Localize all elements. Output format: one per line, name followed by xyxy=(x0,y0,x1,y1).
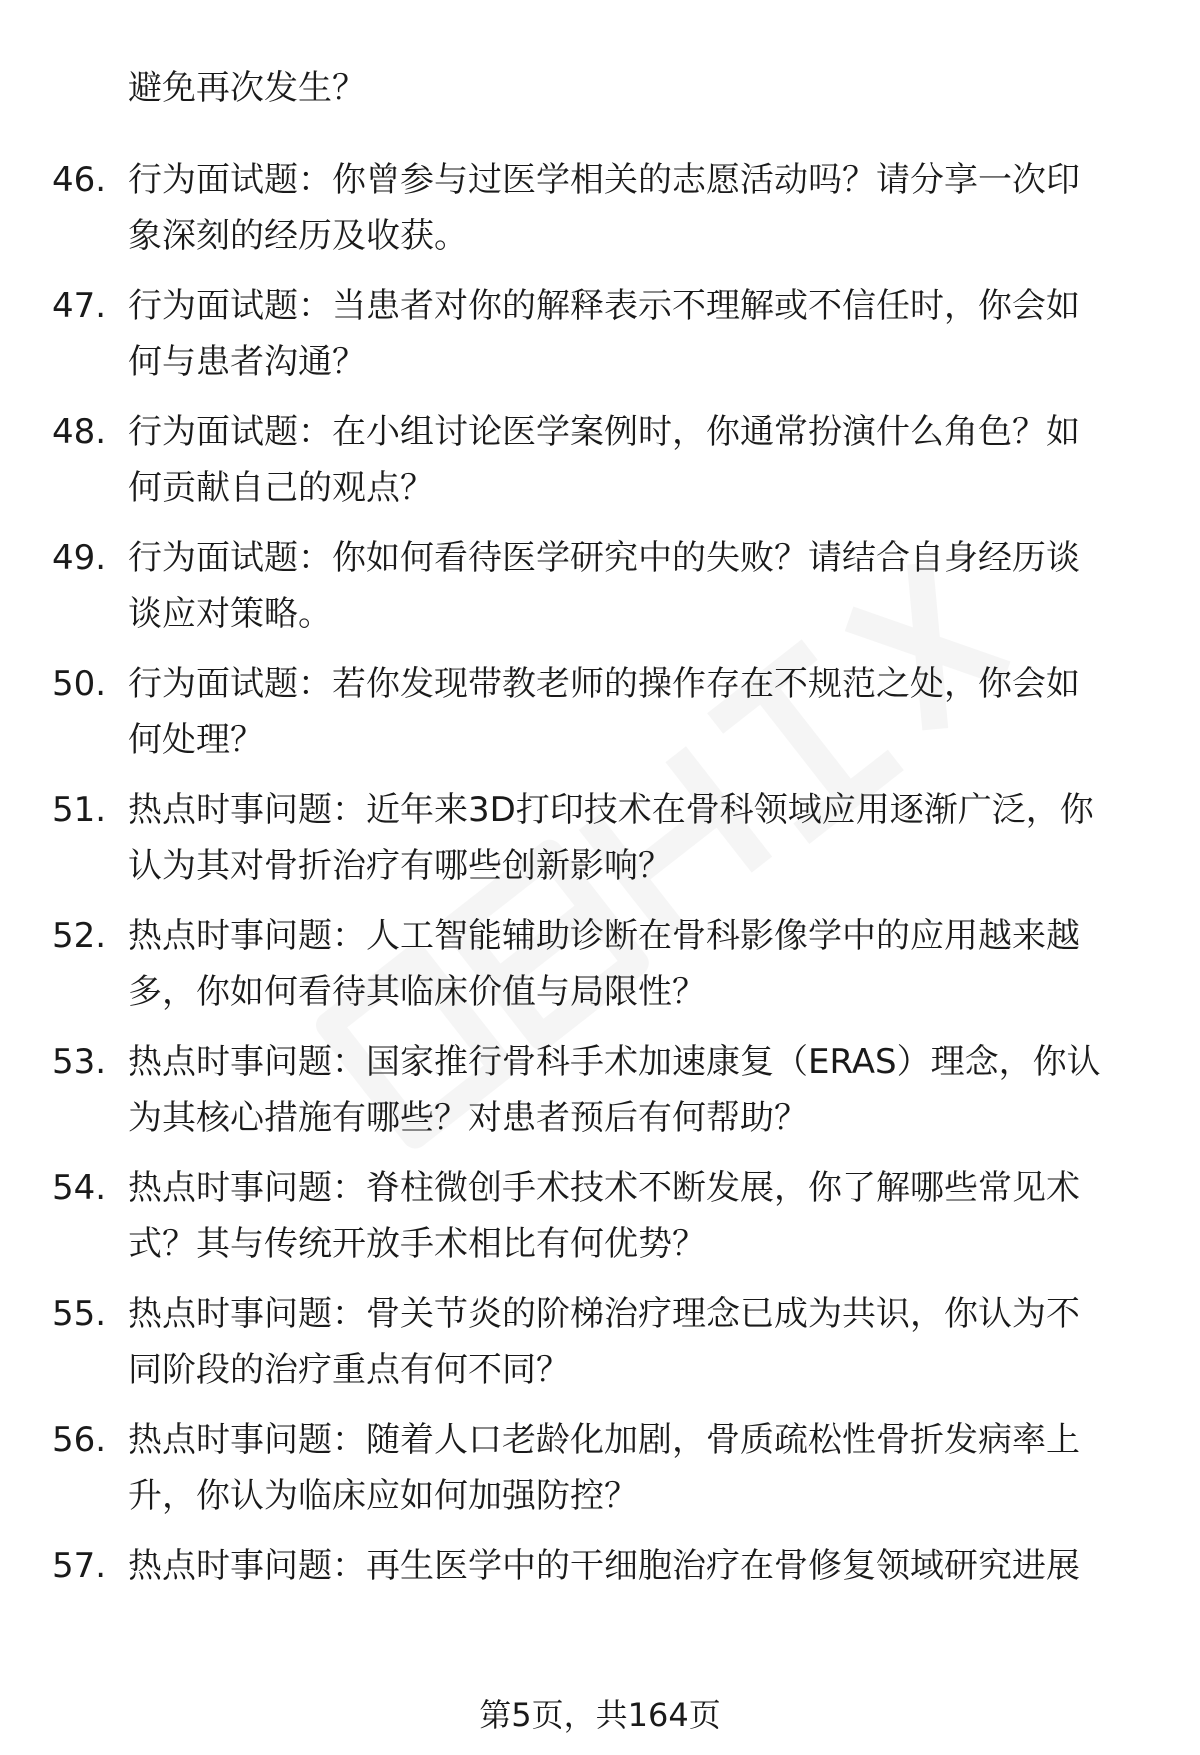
item-text-line: 热点时事问题：国家推行骨科手术加速康复（ERAS）理念，你认 xyxy=(128,1042,1101,1082)
continuation-line: 避免再次发生？ xyxy=(128,68,366,108)
list-item xyxy=(0,1034,1200,1160)
item-number: 48. xyxy=(52,412,107,452)
list-item xyxy=(0,1412,1200,1538)
item-text xyxy=(128,1160,1168,1272)
item-text-line: 行为面试题：你如何看待医学研究中的失败？请结合自身经历谈 xyxy=(128,538,1080,578)
list-item xyxy=(0,152,1200,278)
item-number: 57. xyxy=(52,1546,107,1586)
page-footer: 第5页，共164页 xyxy=(479,1696,721,1734)
item-text xyxy=(128,656,1168,768)
list-item xyxy=(0,908,1200,1034)
item-number: 53. xyxy=(52,1042,107,1082)
item-text-line: 行为面试题：当患者对你的解释表示不理解或不信任时，你会如 xyxy=(128,286,1080,326)
item-number: 50. xyxy=(52,664,107,704)
item-number: 47. xyxy=(52,286,107,326)
item-text xyxy=(128,1538,1168,1594)
item-text-line: 热点时事问题：人工智能辅助诊断在骨科影像学中的应用越来越 xyxy=(128,916,1080,956)
item-text-line: 何与患者沟通？ xyxy=(128,342,366,382)
question-list xyxy=(0,152,1200,1664)
item-text-line: 为其核心措施有哪些？对患者预后有何帮助？ xyxy=(128,1098,808,1138)
item-text-line: 行为面试题：你曾参与过医学相关的志愿活动吗？请分享一次印 xyxy=(128,160,1080,200)
list-item xyxy=(0,530,1200,656)
list-item xyxy=(0,656,1200,782)
item-text xyxy=(128,782,1168,894)
item-number: 46. xyxy=(52,160,107,200)
item-text-line: 热点时事问题：随着人口老龄化加剧，骨质疏松性骨折发病率上 xyxy=(128,1420,1080,1460)
item-text-line: 式？其与传统开放手术相比有何优势？ xyxy=(128,1224,706,1264)
item-number: 51. xyxy=(52,790,107,830)
item-text xyxy=(128,530,1168,642)
item-text-line: 多，你如何看待其临床价值与局限性？ xyxy=(128,972,706,1012)
item-text xyxy=(128,404,1168,516)
list-item xyxy=(0,1538,1200,1664)
item-text xyxy=(128,1412,1168,1524)
list-item xyxy=(0,1160,1200,1286)
item-number: 52. xyxy=(52,916,107,956)
item-text-line: 象深刻的经历及收获。 xyxy=(128,216,468,256)
item-text-line: 热点时事问题：骨关节炎的阶梯治疗理念已成为共识，你认为不 xyxy=(128,1294,1080,1334)
item-text-line: 热点时事问题：脊柱微创手术技术不断发展，你了解哪些常见术 xyxy=(128,1168,1080,1208)
item-text-line: 行为面试题：若你发现带教老师的操作存在不规范之处，你会如 xyxy=(128,664,1080,704)
list-item xyxy=(0,278,1200,404)
item-number: 54. xyxy=(52,1168,107,1208)
list-item xyxy=(0,404,1200,530)
item-text xyxy=(128,152,1168,264)
item-text xyxy=(128,908,1168,1020)
list-item xyxy=(0,782,1200,908)
item-text-line: 升，你认为临床应如何加强防控？ xyxy=(128,1476,638,1516)
item-number: 49. xyxy=(52,538,107,578)
item-text-line: 认为其对骨折治疗有哪些创新影响？ xyxy=(128,846,672,886)
item-text-line: 行为面试题：在小组讨论医学案例时，你通常扮演什么角色？如 xyxy=(128,412,1080,452)
item-text xyxy=(128,1034,1168,1146)
list-item xyxy=(0,1286,1200,1412)
item-text-line: 同阶段的治疗重点有何不同？ xyxy=(128,1350,570,1390)
item-text xyxy=(128,278,1168,390)
item-text-line: 热点时事问题：再生医学中的干细胞治疗在骨修复领域研究进展 xyxy=(128,1546,1080,1586)
item-text-line: 热点时事问题：近年来3D打印技术在骨科领域应用逐渐广泛，你 xyxy=(128,790,1094,830)
item-text-line: 何贡献自己的观点？ xyxy=(128,468,434,508)
item-text xyxy=(128,1286,1168,1398)
item-number: 56. xyxy=(52,1420,107,1460)
item-text-line: 何处理？ xyxy=(128,720,264,760)
item-number: 55. xyxy=(52,1294,107,1334)
item-text-line: 谈应对策略。 xyxy=(128,594,332,634)
